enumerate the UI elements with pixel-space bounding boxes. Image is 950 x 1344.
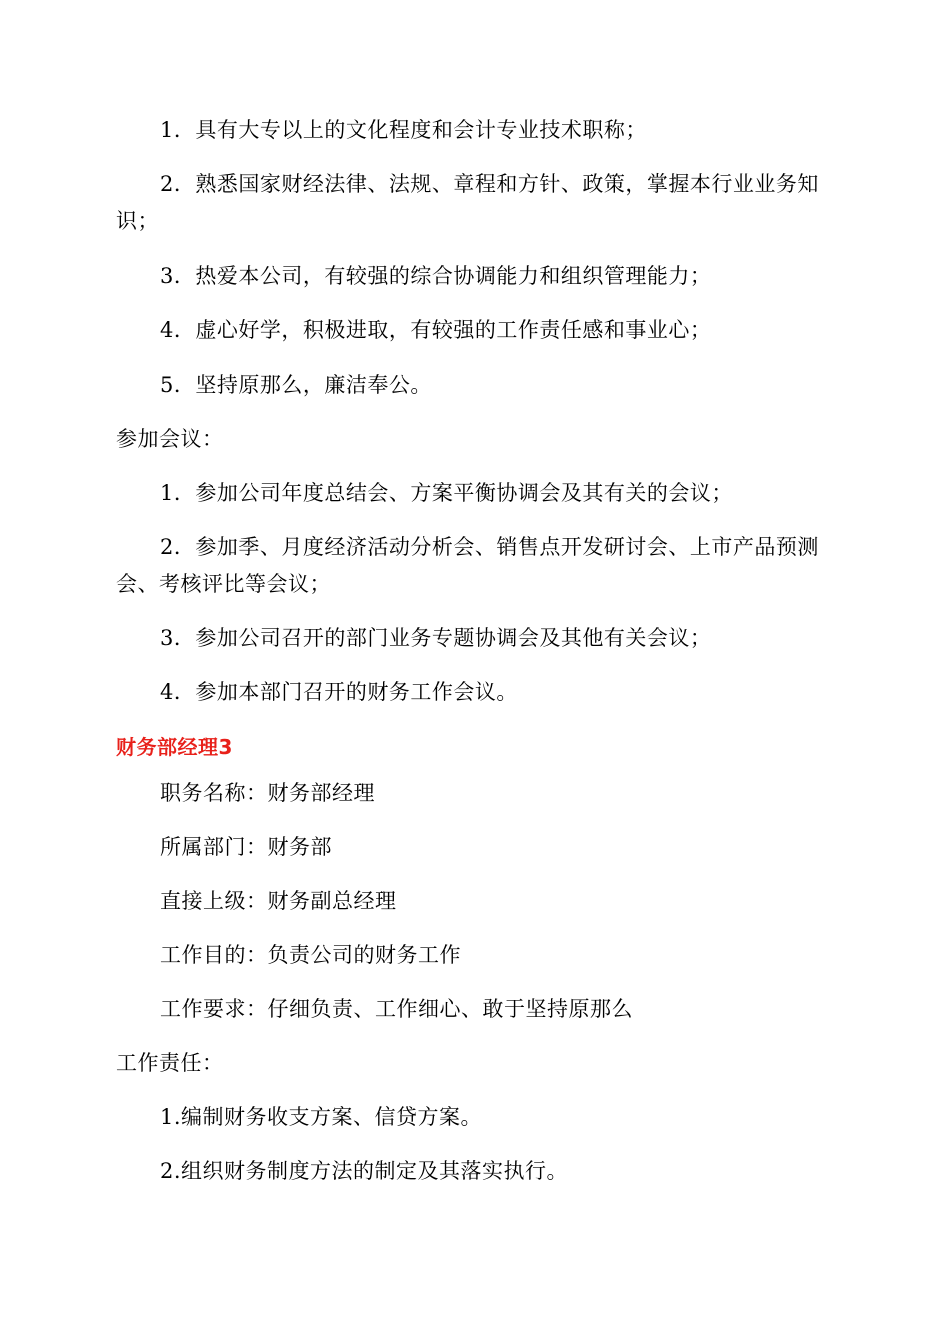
field-purpose: 工作目的：负责公司的财务工作 [160, 943, 461, 967]
meeting-item-2: 2．参加季、月度经济活动分析会、销售点开发研讨会、上市产品预测会、考核评比等会议； [116, 535, 819, 596]
field-requirements: 工作要求：仔细负责、工作细心、敢于坚持原那么 [160, 997, 633, 1021]
meetings-title: 参加会议： [116, 427, 224, 451]
meeting-item-4: 4．参加本部门召开的财务工作会议。 [160, 680, 518, 704]
requirement-item-1: 1．具有大专以上的文化程度和会计专业技术职称； [160, 118, 647, 142]
duty-item-1: 1.编制财务收支方案、信贷方案。 [160, 1105, 483, 1129]
field-job-title: 职务名称：财务部经理 [160, 781, 375, 805]
field-department: 所属部门：财务部 [160, 835, 332, 859]
duty-item-2: 2.组织财务制度方法的制定及其落实执行。 [160, 1159, 569, 1183]
field-supervisor: 直接上级：财务副总经理 [160, 889, 397, 913]
section-heading: 财务部经理3 [116, 735, 233, 759]
requirement-item-3: 3．热爱本公司，有较强的综合协调能力和组织管理能力； [160, 264, 712, 288]
meeting-item-1: 1．参加公司年度总结会、方案平衡协调会及其有关的会议； [160, 481, 733, 505]
meeting-item-3: 3．参加公司召开的部门业务专题协调会及其他有关会议； [160, 626, 712, 650]
duties-title: 工作责任： [116, 1051, 224, 1075]
requirement-item-5: 5．坚持原那么，廉洁奉公。 [160, 373, 432, 397]
requirement-item-2: 2．熟悉国家财经法律、法规、章程和方针、政策，掌握本行业业务知识； [116, 172, 819, 233]
requirement-item-4: 4．虚心好学，积极进取，有较强的工作责任感和事业心； [160, 318, 712, 342]
